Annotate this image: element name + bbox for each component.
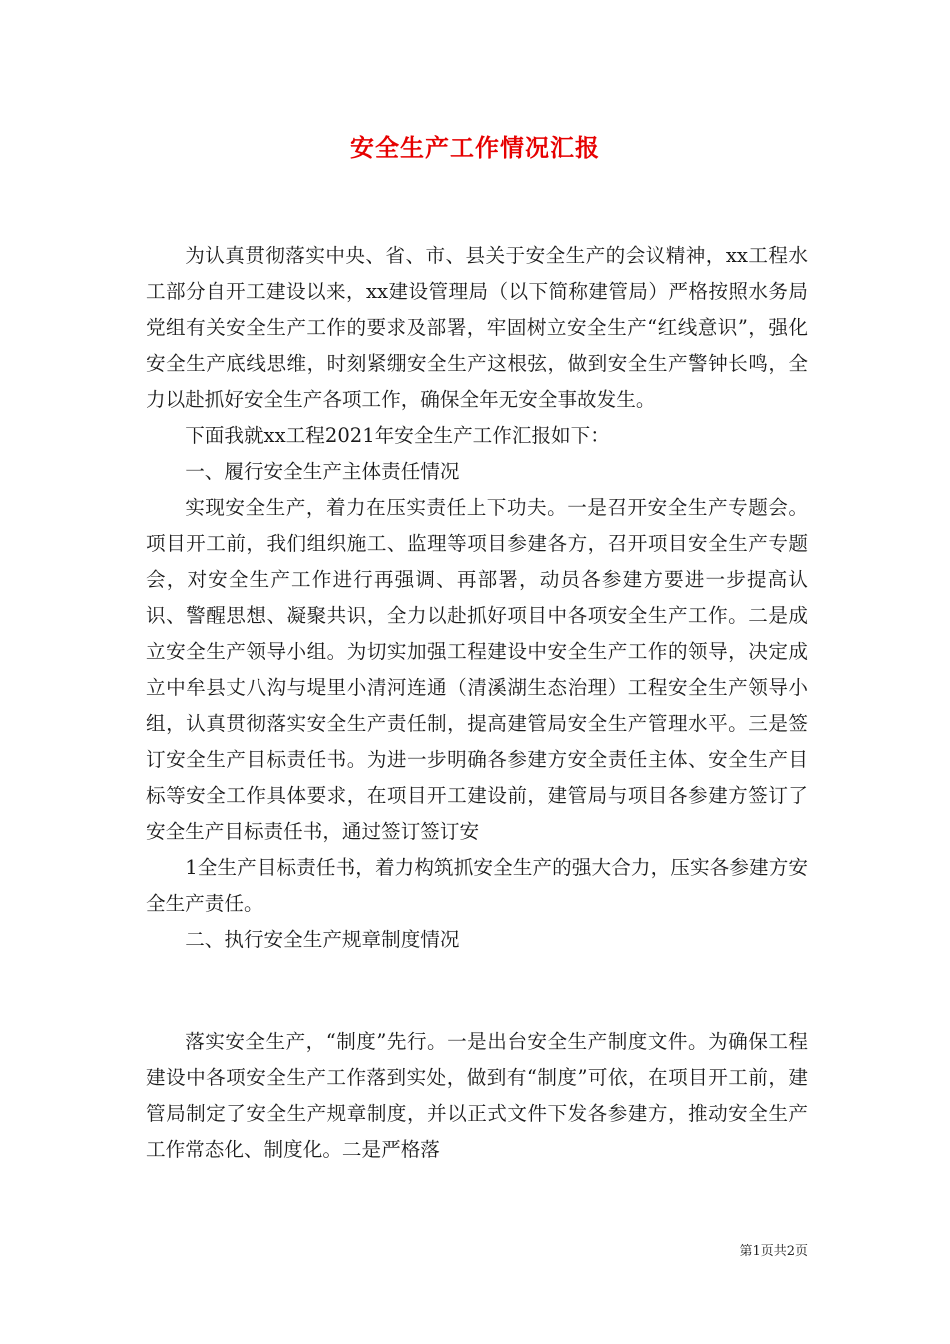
paragraph: 1全生产目标责任书，着力构筑抓安全生产的强大合力，压实各参建方安全生产责任。	[146, 856, 808, 915]
document-body-bottom	[146, 1024, 808, 1168]
document-body-top	[146, 238, 808, 958]
page-number: 第1页共2页	[739, 1244, 808, 1259]
paragraph: 下面我就xx工程2021年安全生产工作汇报如下：	[185, 424, 610, 447]
document-title: 安全生产工作情况汇报	[350, 133, 600, 162]
section-heading: 二、执行安全生产规章制度情况	[185, 928, 460, 951]
paragraph: 为认真贯彻落实中央、省、市、县关于安全生产的会议精神，xx工程水工部分自开工建设以来，xx建设管理局（以下简称建管局）严格按照水务局党组有关安全生产工作的要求及部署，牢固树立安全生产“红线意识”，强化安全生产底线思维，时刻紧绷安全生产这根弦，做到安全生产警钟长鸣，全力以赴抓好安全生产各项工作，确保全年无安全事故发生。	[146, 244, 808, 411]
paragraph: 落实安全生产，“制度”先行。一是出台安全生产制度文件。为确保工程建设中各项安全生产工作落到实处，做到有“制度”可依，在项目开工前，建管局制定了安全生产规章制度，并以正式文件下发各参建方，推动安全生产工作常态化、制度化。二是严格落	[146, 1030, 808, 1161]
section-heading: 一、履行安全生产主体责任情况	[185, 460, 460, 483]
paragraph: 实现安全生产，着力在压实责任上下功夫。一是召开安全生产专题会。项目开工前，我们组织施工、监理等项目参建各方，召开项目安全生产专题会，对安全生产工作进行再强调、再部署，动员各参建方要进一步提高认识、警醒思想、凝聚共识，全力以赴抓好项目中各项安全生产工作。二是成立安全生产领导小组。为切实加强工程建设中安全生产工作的领导，决定成立中牟县丈八沟与堤里小清河连通（清溪湖生态治理）工程安全生产领导小组，认真贯彻落实安全生产责任制，提高建管局安全生产管理水平。三是签订安全生产目标责任书。为进一步明确各参建方安全责任主体、安全生产目标等安全工作具体要求，在项目开工建设前，建管局与项目各参建方签订了安全生产目标责任书，通过签订签订安	[146, 496, 808, 843]
